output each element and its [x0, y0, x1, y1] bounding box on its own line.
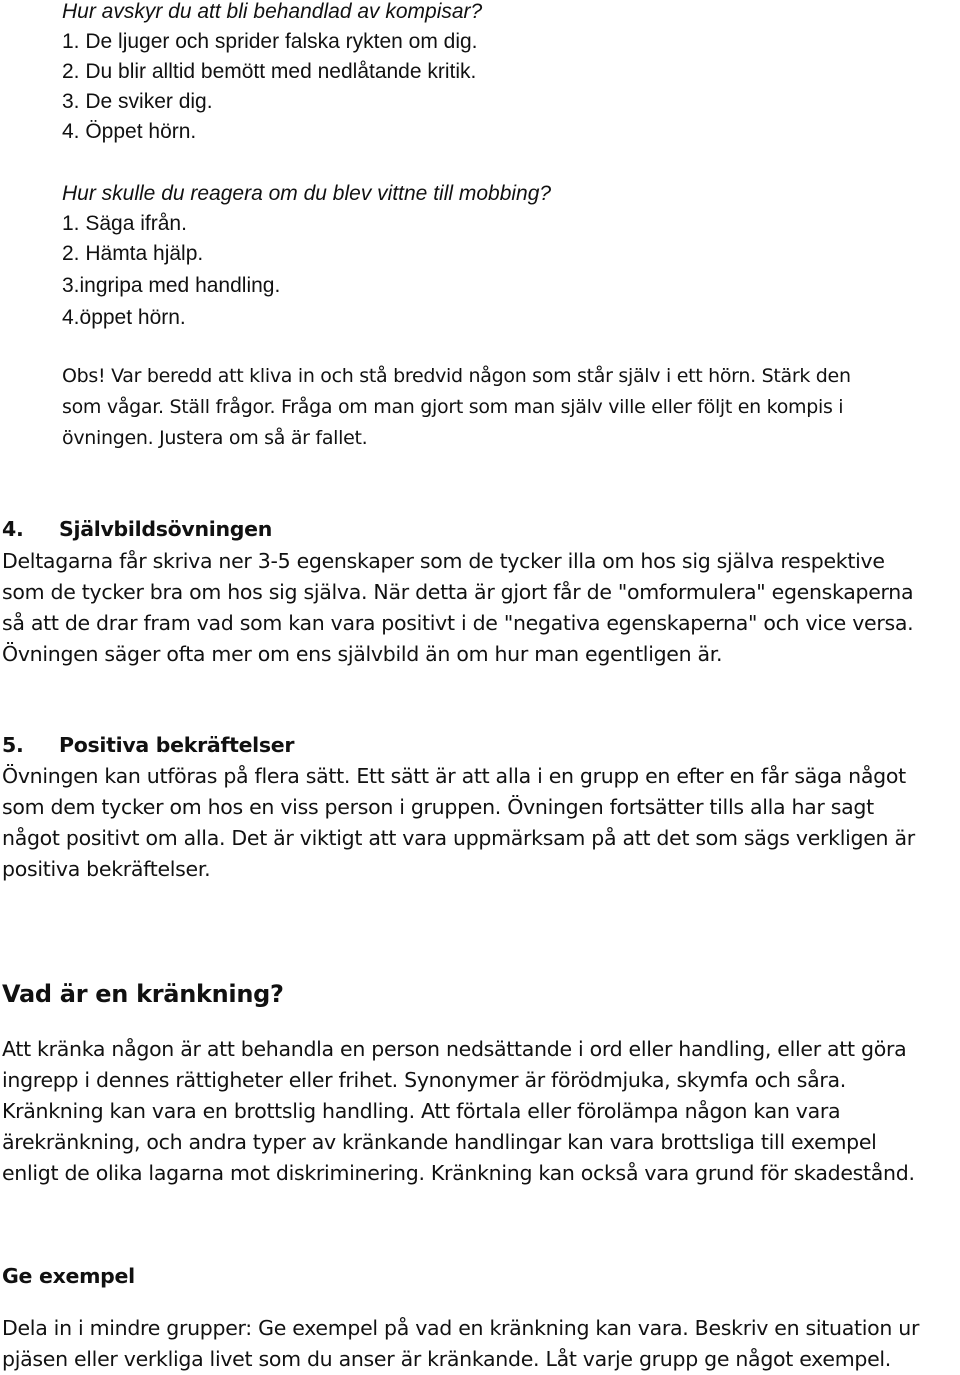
mobbing-item-4: 4.öppet hörn.	[62, 306, 186, 329]
ge-exempel-heading: Ge exempel	[2, 1264, 135, 1288]
ge-exempel-line-2: pjäsen eller verkliga livet som du anser är kränkande. Låt varje grupp ge något exempel.	[2, 1347, 891, 1371]
mobbing-item-1: 1. Säga ifrån.	[62, 212, 187, 235]
kompis-question: Hur avskyr du att bli behandlad av kompisar?	[62, 0, 483, 23]
section-4-number: 4.	[2, 517, 24, 541]
section-5-heading	[2, 733, 294, 757]
mobbing-item-2: 2. Hämta hjälp.	[62, 242, 204, 265]
mobbing-question: Hur skulle du reagera om du blev vittne till mobbing?	[62, 182, 552, 205]
kompis-item-2: 2. Du blir alltid bemött med nedlåtande kritik.	[62, 60, 477, 83]
section-4-line-3: så att de drar fram vad som kan vara positivt i de "negativa egenskaperna" och vice versa.	[2, 611, 914, 635]
kompis-item-4: 4. Öppet hörn.	[62, 120, 197, 143]
krankning-line-2: ingrepp i dennes rättigheter eller frihet. Synonymer är förödmjuka, skymfa och såra.	[2, 1068, 846, 1092]
section-4-line-2: som de tycker bra om hos sig själva. När detta är gjort får de "omformulera" egenskaperna	[2, 580, 914, 604]
section-5-line-2: som dem tycker om hos en viss person i gruppen. Övningen fortsätter tills alla har sagt	[2, 795, 874, 819]
krankning-line-3: Kränkning kan vara en brottslig handling. Att förtala eller förolämpa någon kan vara	[2, 1099, 841, 1123]
krankning-line-1: Att kränka någon är att behandla en person nedsättande i ord eller handling, eller att göra	[2, 1037, 907, 1061]
krankning-line-5: enligt de olika lagarna mot diskriminering. Kränkning kan också vara grund för skadestånd.	[2, 1161, 915, 1185]
obs-line-3: övningen. Justera om så är fallet.	[62, 427, 368, 449]
ge-exempel-line-1: Dela in i mindre grupper: Ge exempel på vad en kränkning kan vara. Beskriv en situation ur	[2, 1316, 920, 1340]
kompis-item-3: 3. De sviker dig.	[62, 90, 213, 113]
section-5-line-4: positiva bekräftelser.	[2, 857, 211, 881]
section-4-line-1: Deltagarna får skriva ner 3-5 egenskaper som de tycker illa om hos sig själva respektive	[2, 549, 885, 573]
obs-line-1: Obs! Var beredd att kliva in och stå bredvid någon som står själv i ett hörn. Stärk den	[62, 365, 851, 387]
section-5-line-1: Övningen kan utföras på flera sätt. Ett sätt är att alla i en grupp en efter en får säga något	[2, 764, 906, 788]
section-5-title: Positiva bekräftelser	[59, 733, 295, 757]
krankning-line-4: ärekränkning, och andra typer av kränkande handlingar kan vara brottsliga till exempel	[2, 1130, 877, 1154]
section-4-title: Självbildsövningen	[59, 517, 273, 541]
kompis-item-1: 1. De ljuger och sprider falska rykten om dig.	[62, 30, 478, 53]
section-5-number: 5.	[2, 733, 24, 757]
obs-line-2: som vågar. Ställ frågor. Fråga om man gjort som man själv ville eller följt en kompis i	[62, 396, 844, 418]
section-4-line-4: Övningen säger ofta mer om ens självbild än om hur man egentligen är.	[2, 642, 723, 666]
section-4-heading	[2, 517, 272, 541]
section-5-line-3: något positivt om alla. Det är viktigt att vara uppmärksam på att det som sägs verkligen är	[2, 826, 915, 850]
krankning-heading: Vad är en kränkning?	[2, 980, 284, 1008]
mobbing-item-3: 3.ingripa med handling.	[62, 274, 281, 297]
